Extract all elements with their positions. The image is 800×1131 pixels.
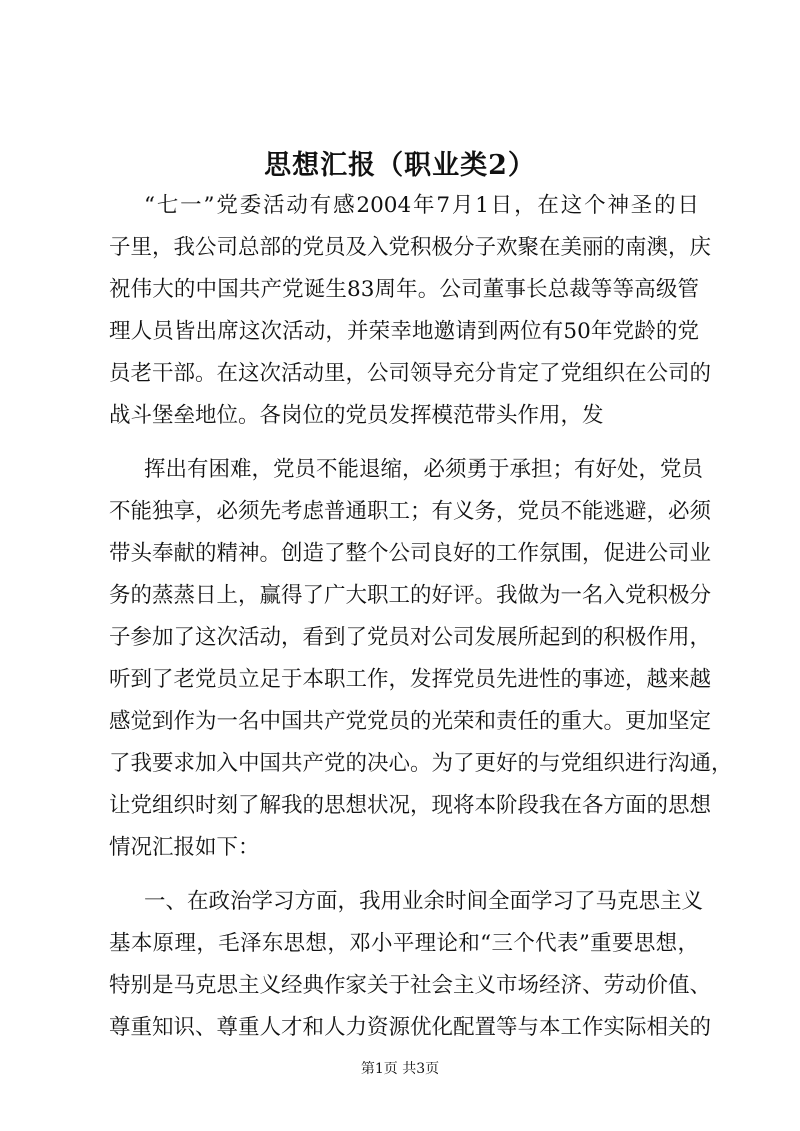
paragraph-2-line-1: 挥出有困难，党员不能退缩，必须勇于承担；有好处，党员	[144, 457, 704, 482]
paragraph-2-line-7: 感觉到作为一名中国共产党党员的光荣和责任的重大。更加坚定	[109, 709, 712, 734]
paragraph-1-line-6: 战斗堡垒地位。各岗位的党员发挥模范带头作用，发	[109, 403, 604, 428]
paragraph-2-line-10: 情况汇报如下：	[109, 835, 260, 860]
paragraph-2-line-5: 子参加了这次活动，看到了党员对公司发展所起到的积极作用，	[109, 625, 712, 650]
paragraph-1-line-3: 祝伟大的中国共产党诞生83周年。公司董事长总裁等等高级管	[109, 277, 699, 302]
document-body	[109, 191, 733, 1055]
paragraph-3-line-1: 一、在政治学习方面，我用业余时间全面学习了马克思主义	[144, 889, 704, 914]
page-footer: 第1页 共3页	[360, 1061, 440, 1077]
paragraph-2-line-9: 让党组织时刻了解我的思想状况，现将本阶段我在各方面的思想	[109, 793, 712, 818]
paragraph-3-line-4: 尊重知识、尊重人才和人力资源优化配置等与本工作实际相关的	[109, 1015, 712, 1040]
paragraph-gap	[109, 443, 699, 455]
document-title: 思想汇报（职业类2）	[264, 150, 536, 181]
paragraph-gap	[109, 875, 699, 887]
paragraph-1-line-4: 理人员皆出席这次活动，并荣幸地邀请到两位有50年党龄的党	[109, 319, 699, 344]
paragraph-3-line-3: 特别是马克思主义经典作家关于社会主义市场经济、劳动价值、	[109, 973, 712, 998]
paragraph-2-line-2: 不能独享，必须先考虑普通职工；有义务，党员不能逃避，必须	[109, 499, 712, 524]
paragraph-1-line-2: 子里，我公司总部的党员及入党积极分子欢聚在美丽的南澳，庆	[109, 235, 712, 260]
paragraph-2-line-6: 听到了老党员立足于本职工作，发挥党员先进性的事迹，越来越	[109, 667, 712, 692]
paragraph-2-line-4: 务的蒸蒸日上，赢得了广大职工的好评。我做为一名入党积极分	[109, 583, 712, 608]
paragraph-3-line-2: 基本原理，毛泽东思想，邓小平理论和“三个代表”重要思想，	[109, 931, 699, 956]
paragraph-1-line-5: 员老干部。在这次活动里，公司领导充分肯定了党组织在公司的	[109, 361, 712, 386]
paragraph-1-line-1: “七一”党委活动有感2004年7月1日，在这个神圣的日	[144, 193, 699, 218]
paragraph-2-line-8: 了我要求加入中国共产党的决心。为了更好的与党组织进行沟通，	[109, 751, 733, 776]
paragraph-2-line-3: 带头奉献的精神。创造了整个公司良好的工作氛围，促进公司业	[109, 541, 712, 566]
